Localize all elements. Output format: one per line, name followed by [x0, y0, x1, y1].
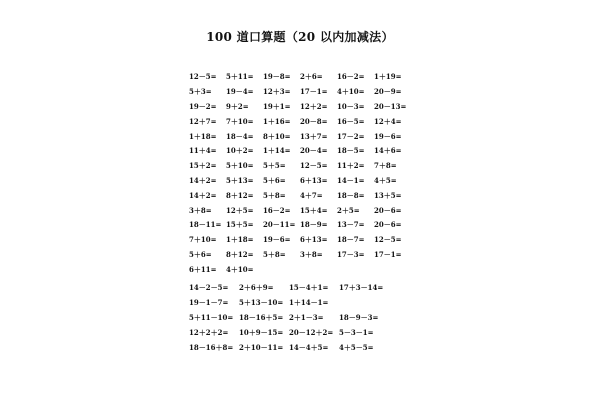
problem-item: 20－13=	[374, 101, 407, 111]
problem-item: 4＋5－5=	[339, 342, 374, 352]
problem-item: 11＋2=	[337, 161, 365, 171]
problem-row	[189, 280, 409, 295]
problem-item: 2＋5=	[337, 205, 360, 215]
problem-row	[189, 203, 409, 218]
problem-item: 5＋13=	[226, 175, 254, 185]
problem-item: 9＋2=	[226, 101, 249, 111]
problem-item: 5＋6=	[189, 249, 212, 259]
problem-item: 19－2=	[189, 101, 217, 111]
problem-item: 6＋13=	[300, 235, 328, 245]
problem-item: 16－2=	[263, 205, 291, 215]
problem-item: 10＋2=	[226, 146, 254, 156]
problem-row	[189, 70, 409, 85]
problem-item: 5＋6=	[263, 175, 286, 185]
problem-item: 12＋2=	[300, 101, 328, 111]
problem-item: 12＋4=	[374, 116, 402, 126]
problem-item: 20－9=	[374, 87, 402, 97]
problem-item: 20－4=	[300, 146, 328, 156]
problem-item: 20－6=	[374, 220, 402, 230]
problem-row	[189, 159, 409, 174]
problem-item: 14－2－5=	[189, 282, 229, 292]
problem-item: 8＋10=	[263, 131, 291, 141]
problem-item: 12－5=	[374, 235, 402, 245]
problem-row	[189, 174, 409, 189]
problem-row	[189, 85, 409, 100]
problem-item: 6＋11=	[189, 264, 217, 274]
problem-item: 6＋13=	[300, 175, 328, 185]
problem-item: 10＋9－15=	[239, 327, 284, 337]
problem-item: 13＋7=	[300, 131, 328, 141]
problem-item: 5＋3=	[189, 87, 212, 97]
problem-item: 19－8=	[263, 72, 291, 82]
problem-item: 18－16＋5=	[239, 312, 284, 322]
problem-item: 11＋4=	[189, 146, 217, 156]
problem-item: 12－5=	[189, 72, 217, 82]
problem-item: 12＋3=	[263, 87, 291, 97]
problem-row	[189, 262, 409, 277]
problem-item: 20－12＋2=	[289, 327, 334, 337]
problem-item: 3＋8=	[300, 249, 323, 259]
problem-row	[189, 295, 409, 310]
problem-item: 5＋10=	[226, 161, 254, 171]
problem-item: 15－4＋1=	[289, 282, 329, 292]
problem-item: 18－4=	[226, 131, 254, 141]
problem-item: 10－3=	[337, 101, 365, 111]
problem-item: 13－7=	[337, 220, 365, 230]
problem-item: 15＋5=	[226, 220, 254, 230]
problem-item: 20－8=	[300, 116, 328, 126]
problem-item: 16－2=	[337, 72, 365, 82]
problem-item: 1＋19=	[374, 72, 402, 82]
problem-item: 5＋13－10=	[239, 297, 284, 307]
problem-item: 5＋11－10=	[189, 312, 234, 322]
problem-item: 16－5=	[337, 116, 365, 126]
problem-item: 18－16＋8=	[189, 342, 234, 352]
problem-row	[189, 144, 409, 159]
problem-item: 18－11=	[189, 220, 222, 230]
problem-item: 4＋10=	[226, 264, 254, 274]
problem-item: 2＋10－11=	[239, 342, 284, 352]
problem-item: 14＋2=	[189, 190, 217, 200]
problem-item: 4＋7=	[300, 190, 323, 200]
problem-row	[189, 188, 409, 203]
problem-item: 19＋1=	[263, 101, 291, 111]
problem-item: 5＋8=	[263, 249, 286, 259]
problem-row	[189, 310, 409, 325]
problem-item: 5＋11=	[226, 72, 254, 82]
problem-row	[189, 340, 409, 355]
problem-row	[189, 114, 409, 129]
problem-item: 19－4=	[226, 87, 254, 97]
two-term-problems	[189, 70, 409, 277]
problem-item: 15＋4=	[300, 205, 328, 215]
problem-item: 1＋18=	[189, 131, 217, 141]
problem-item: 8＋12=	[226, 249, 254, 259]
problem-item: 1＋16=	[263, 116, 291, 126]
problem-item: 18－5=	[337, 146, 365, 156]
problem-row	[189, 233, 409, 248]
problem-item: 17－3=	[337, 249, 365, 259]
problem-item: 2＋6＋9=	[239, 282, 274, 292]
problem-item: 14－1=	[337, 175, 365, 185]
problem-row	[189, 129, 409, 144]
problem-item: 13＋5=	[374, 190, 402, 200]
problem-item: 20－6=	[374, 205, 402, 215]
problem-item: 12＋5=	[226, 205, 254, 215]
problem-row	[189, 325, 409, 340]
problem-item: 14＋2=	[189, 175, 217, 185]
problem-item: 3＋8=	[189, 205, 212, 215]
problem-item: 17－2=	[337, 131, 365, 141]
problem-item: 12＋7=	[189, 116, 217, 126]
problem-item: 17－1=	[300, 87, 328, 97]
problem-item: 2＋1－3=	[289, 312, 324, 322]
problem-row	[189, 218, 409, 233]
problem-item: 8＋12=	[226, 190, 254, 200]
problem-item: 2＋6=	[300, 72, 323, 82]
three-term-problems	[189, 280, 409, 355]
problem-item: 1＋14=	[263, 146, 291, 156]
problem-row	[189, 100, 409, 115]
problem-item: 7＋8=	[374, 161, 397, 171]
problem-item: 18－7=	[337, 235, 365, 245]
problem-item: 5＋8=	[263, 190, 286, 200]
problem-item: 15＋2=	[189, 161, 217, 171]
problem-item: 17＋3－14=	[339, 282, 384, 292]
problem-item: 5＋5=	[263, 161, 286, 171]
problem-item: 4＋10=	[337, 87, 365, 97]
problem-item: 12－5=	[300, 161, 328, 171]
problem-item: 14＋6=	[374, 146, 402, 156]
problem-item: 14－4＋5=	[289, 342, 329, 352]
problem-item: 5－3－1=	[339, 327, 374, 337]
problem-item: 19－1－7=	[189, 297, 229, 307]
problem-item: 20－11=	[263, 220, 296, 230]
problem-item: 1＋14－1=	[289, 297, 329, 307]
problem-item: 7＋10=	[226, 116, 254, 126]
problem-item: 18－9－3=	[339, 312, 379, 322]
worksheet-title: 100 道口算题（20 以内加减法）	[206, 30, 394, 44]
problem-row	[189, 248, 409, 263]
problem-item: 12＋2＋2=	[189, 327, 229, 337]
problem-item: 7＋10=	[189, 235, 217, 245]
problem-item: 19－6=	[263, 235, 291, 245]
problem-item: 1＋18=	[226, 235, 254, 245]
problem-item: 4＋5=	[374, 175, 397, 185]
problem-item: 17－1=	[374, 249, 402, 259]
problem-item: 18－8=	[337, 190, 365, 200]
problem-item: 18－9=	[300, 220, 328, 230]
problem-item: 19－6=	[374, 131, 402, 141]
